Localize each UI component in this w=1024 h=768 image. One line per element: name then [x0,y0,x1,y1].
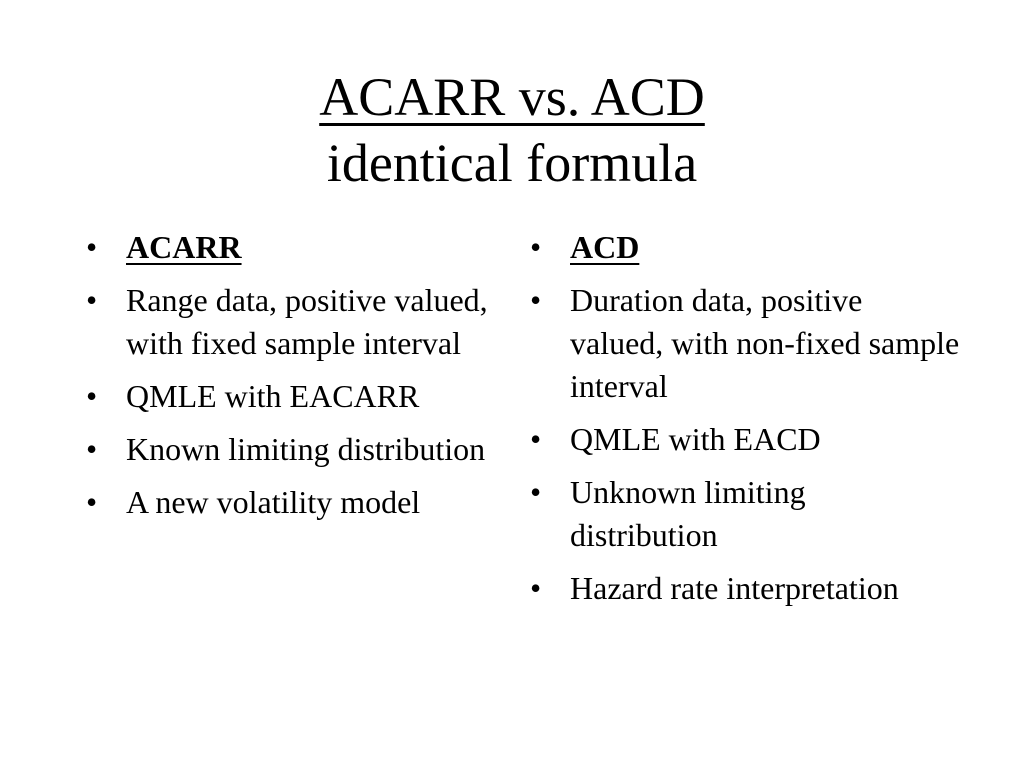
right-bullet-text: QMLE with EACD [570,421,821,457]
left-bullet-list [86,226,506,534]
slide-subtitle: identical formula [326,133,698,193]
bullet-icon: • [530,421,542,457]
left-bullet-item [86,375,506,418]
right-bullet-item [530,279,960,408]
right-bullet-item [530,418,960,461]
right-bullet-item [530,471,960,557]
left-bullet-item [86,481,506,524]
left-bullet-item [86,226,506,269]
bullet-icon: • [86,431,98,467]
bullet-icon: • [530,474,542,510]
bullet-icon: • [530,570,542,606]
slide-title: ACARR vs. ACD [319,67,705,127]
bullet-icon: • [86,282,98,318]
bullet-icon: • [86,378,98,414]
right-bullet-item [530,567,960,610]
bullet-icon: • [86,229,98,265]
right-bullet-list [530,226,960,620]
left-bullet-text: QMLE with EACARR [126,378,420,414]
bullet-icon: • [86,484,98,520]
right-bullet-item [530,226,960,269]
right-bullet-text: Hazard rate interpretation [570,570,899,606]
left-bullet-text: Known limiting distribution [126,431,486,467]
bullet-icon: • [530,229,542,265]
right-column-heading: ACD [570,229,640,265]
left-bullet-item [86,428,506,471]
left-bullet-item [86,279,506,365]
bullet-icon: • [530,282,542,318]
title-block [0,62,1024,194]
right-bullet-text: Duration data, positive valued, with non-fixed sample interval [570,282,960,404]
left-bullet-text: Range data, positive valued, with fixed sample interval [126,282,488,361]
left-bullet-text: A new volatility model [126,484,421,520]
right-bullet-text: Unknown limiting distribution [570,474,806,553]
left-column-heading: ACARR [126,229,242,265]
